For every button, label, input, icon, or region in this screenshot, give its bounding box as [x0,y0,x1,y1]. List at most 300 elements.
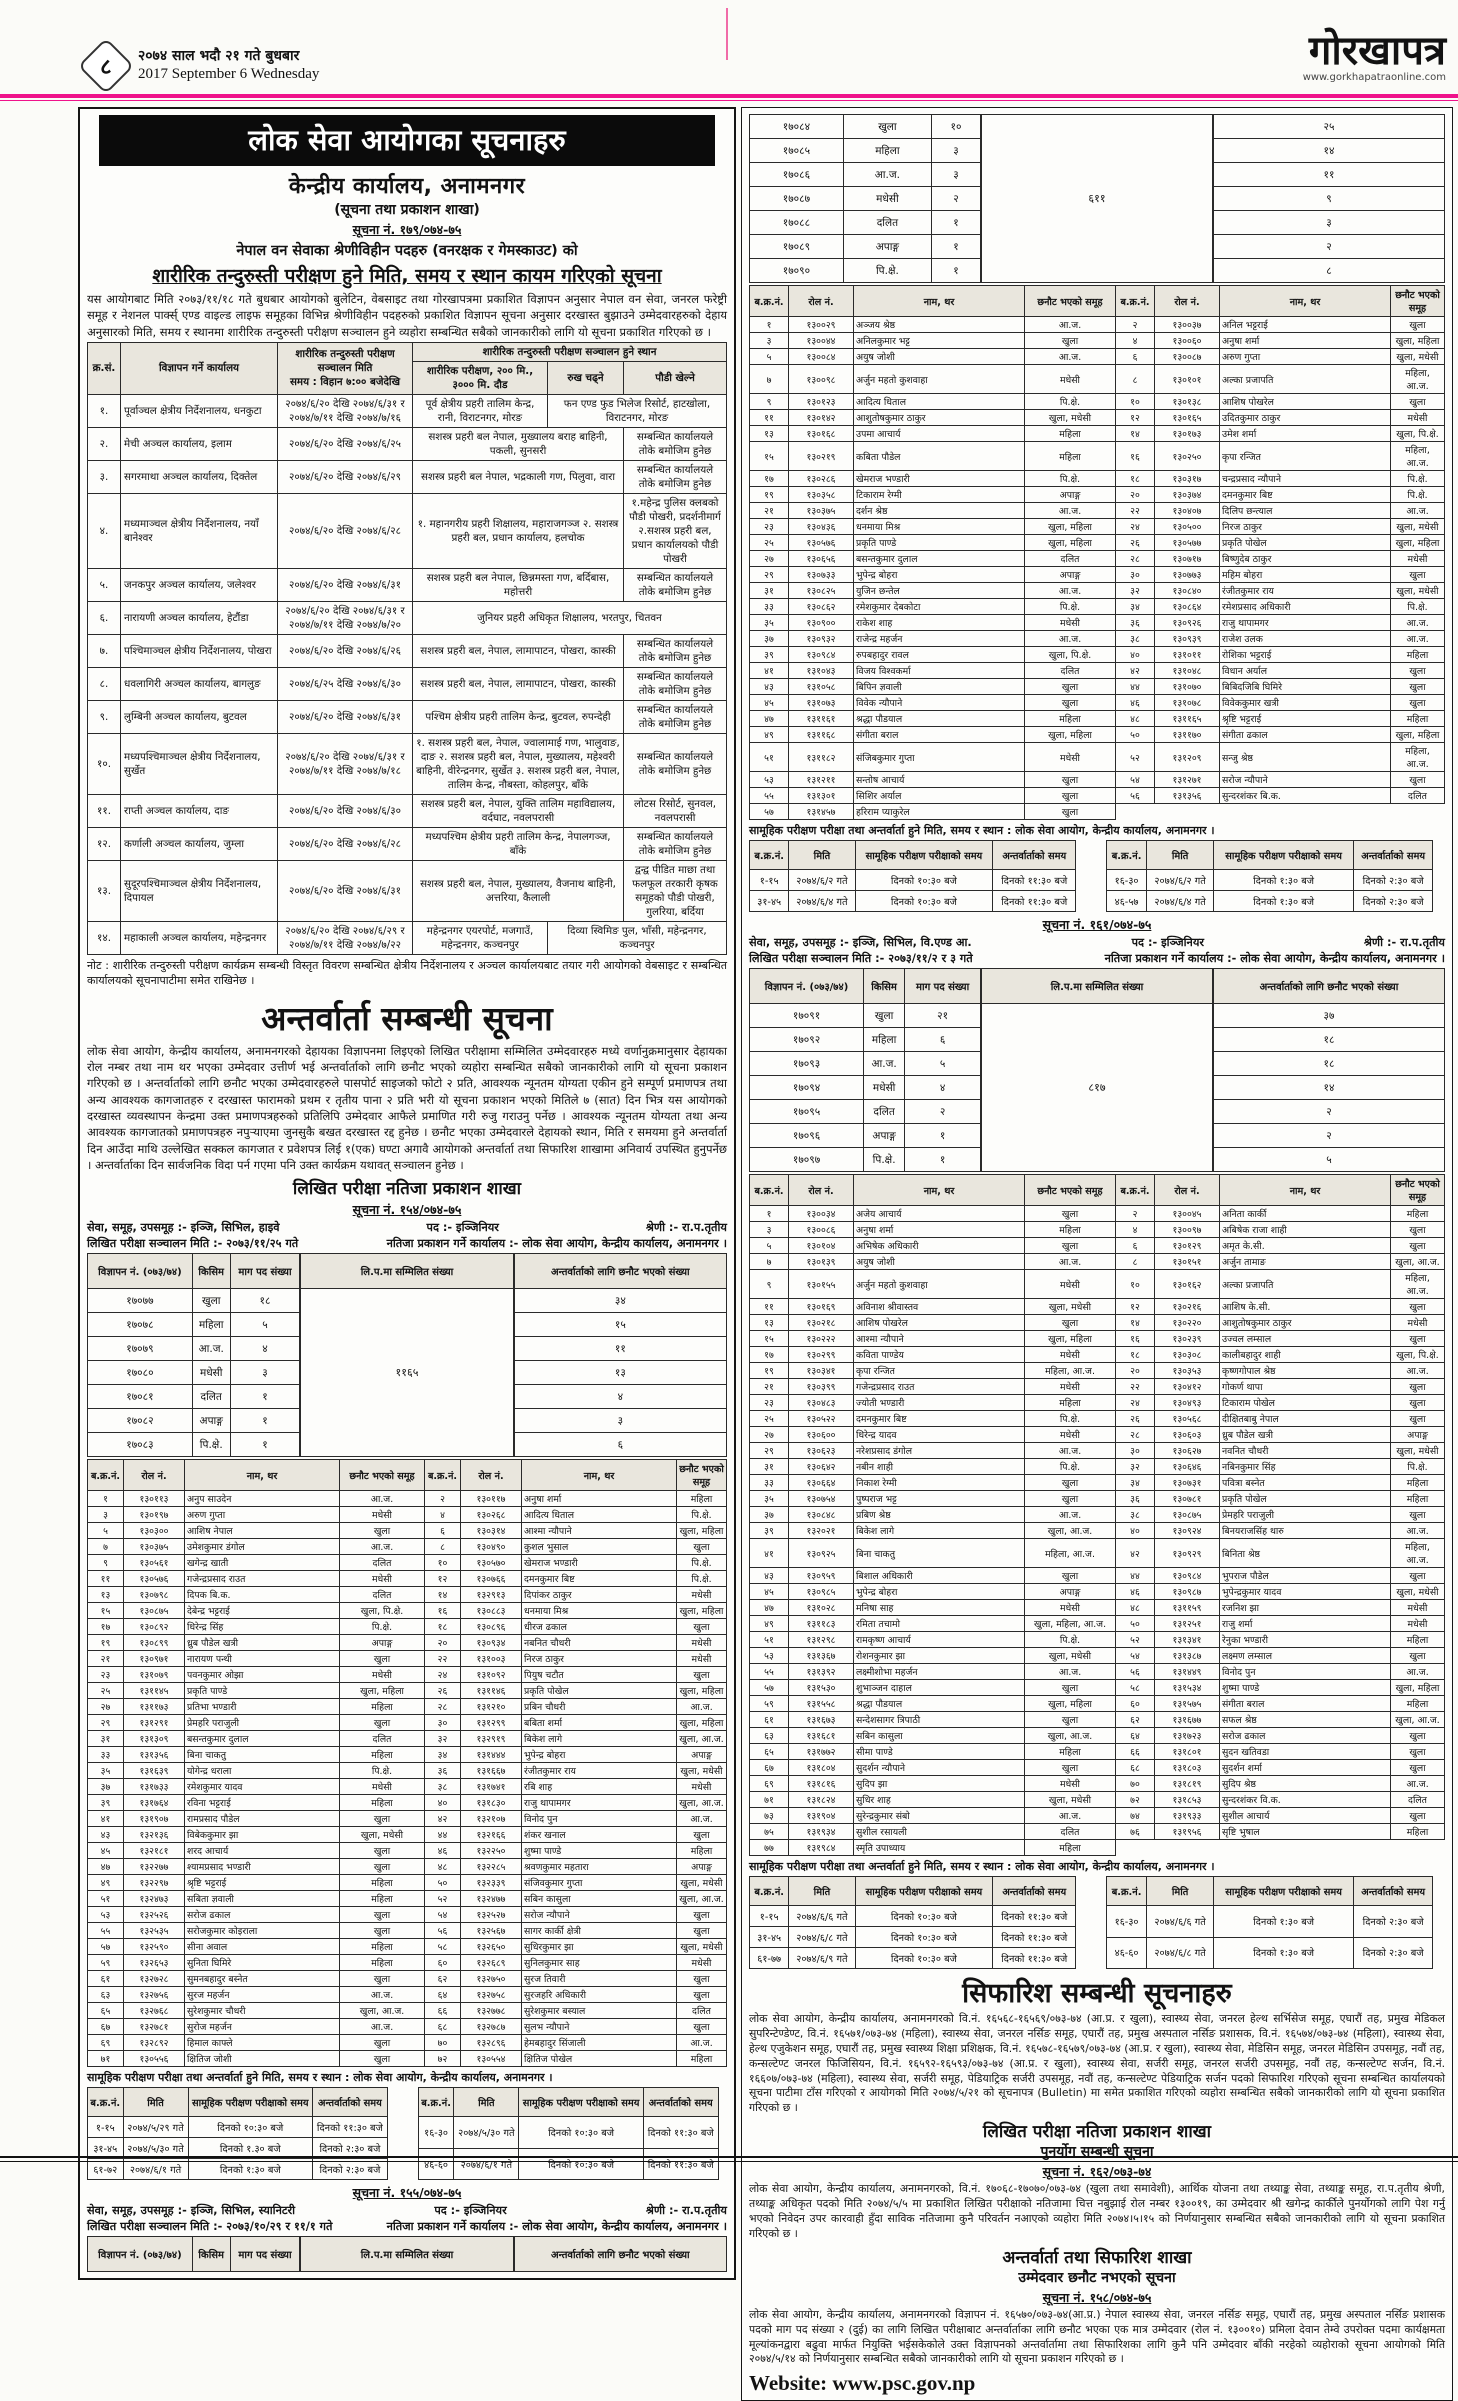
roll: १३००३४ [789,1206,854,1222]
roll: १३१९०४ [789,1808,854,1824]
mag-pad: २ [905,1100,981,1124]
name: रंजीतकुमार राय [1220,583,1391,599]
roll: १३०१३८ [1155,394,1220,410]
roll: १३२१८१ [124,1843,185,1859]
name: कृपा रन्जित [1220,442,1391,471]
serial: ३४ [425,1747,461,1763]
roll: १३१७४१ [461,1779,522,1795]
roll: १३२१६६ [461,1827,522,1843]
serial: १८ [425,1619,461,1635]
serial: ५३ [750,1648,789,1664]
row-place-tree: द्वन्द्व पीडित माछा तथा फलफूल तरकारी कृषक समूहको पौडी पोखरी, गुलरिया, बर्दिया [624,860,727,921]
roll: १३२२८५ [461,1859,522,1875]
h-bn: ब.क्र.नं. [418,2088,454,2117]
group: खुला [677,1667,727,1683]
group-time: दिनको १.३० बजे [188,2138,313,2159]
roll: १३०७५४ [789,1491,854,1507]
group: खुला [1025,695,1116,711]
group: पि.क्षे. [340,1763,425,1779]
serial: ७२ [425,2051,461,2067]
serial: ३४ [1116,599,1155,615]
group-time: दिनको १:३० बजे [1214,870,1354,891]
candidate-row [750,1616,1445,1632]
serial: १७ [750,471,789,487]
serial: ५२ [1116,743,1155,772]
serial: ६१ [88,1971,124,1987]
h-gtime: सामूहिक परीक्षण परीक्षाको समय [855,1877,993,1906]
roll: १३११८२ [789,743,854,772]
serial: ९ [750,1270,789,1299]
roll: १३२६५० [461,1939,522,1955]
h-date: मिति [789,1877,855,1906]
selected-count: १५ [514,1313,726,1337]
roll: १३०७३१ [1155,1475,1220,1491]
group: खुला, आ.ज. [677,1891,727,1907]
group: आ.ज. [1025,583,1116,599]
h-group: छनौट भएको समूह [340,1460,425,1491]
serial: ५९ [750,1696,789,1712]
serial: ३८ [1116,1507,1155,1523]
group: दलित [1391,1792,1445,1808]
name: अजेय आचार्य [854,1206,1025,1222]
summary-row [750,211,981,235]
group: आ.ज. [1025,503,1116,519]
h-name: नाम, थर [1220,286,1391,317]
row-date: २०७४/६/२० देखि २०७४/६/३१ र २०७४/७/११ देखि २०७४/७/१८ [278,733,413,794]
name: विनोद पुन [522,1811,677,1827]
name: सुधिरकुमार झा [522,1939,677,1955]
roll: १३२७६८ [124,2003,185,2019]
name: पुष्पराज भट्ट [854,1491,1025,1507]
sum-h-ad: विज्ञापन नं. (०७३/७४) [750,969,864,1004]
group: महिला, आ.ज. [1391,1270,1445,1299]
row-office: महाकाली अञ्चल कार्यालय, महेन्द्रनगर [121,921,278,954]
physical-test-row [88,460,727,493]
name: बसन्तकुमार दुलाल [185,1731,340,1747]
candidate-row [88,1715,727,1731]
name: नारायण पन्थी [185,1651,340,1667]
notice179-subtitle1: नेपाल वन सेवाका श्रेणीविहीन पदहरु (वनरक्षक र गेमस्काउट) को [236,243,578,259]
roll: १३०२२२ [789,1331,854,1347]
serial: १ [88,1491,124,1507]
roll: १३१८०१ [1155,1744,1220,1760]
name: सफल श्रेष्ठ [1220,1712,1391,1728]
schedule-row [1107,1906,1433,1938]
selected-row [514,1433,726,1457]
name: खेमराज भण्डारी [854,471,1025,487]
serial: ६८ [425,2019,461,2035]
group: खुला [1391,1728,1445,1744]
name: रोशिका भट्टराई [1220,647,1391,663]
name: दीक्षितबाबु नेपाल [1220,1411,1391,1427]
name: सरोज न्यौपाने [1220,772,1391,788]
group: अपाङ्ग [677,1747,727,1763]
selected-row [1214,1028,1445,1052]
serial: ५ [750,349,789,365]
serial: ३ [750,333,789,349]
name: संगीता ढकाल [1220,727,1391,743]
name: सरोज ढकाल [1220,1728,1391,1744]
row-sn: ९. [88,700,121,733]
name: रमेशकुमार देबकोटा [854,599,1025,615]
serial: ११ [750,410,789,426]
group: महिला [1391,1696,1445,1712]
roll: १३१२९१ [124,1715,185,1731]
name: संगीता बराल [854,727,1025,743]
roll: १३१९५६ [1155,1824,1220,1840]
group: मधेसी [1025,1776,1116,1792]
name: संजिबकुमार गुप्ता [854,743,1025,772]
name: ज्योती भण्डारी [854,1395,1025,1411]
psc-website: Website: www.psc.gov.np [749,2371,976,2396]
s161-post: पद :- इञ्जिनियर [1131,936,1205,949]
serial: ५१ [750,1632,789,1648]
name: बसन्तकुमार दुलाल [854,551,1025,567]
roll: १३११७० [1155,727,1220,743]
serial: २९ [88,1715,124,1731]
page-bottom-rule [0,2156,1458,2162]
group: खुला [1391,1331,1445,1347]
row-sn: ७. [88,634,121,667]
recommendation-title: सिफारिश सम्बन्धी सूचनाहरु [962,1978,1232,2009]
serial: ९ [750,394,789,410]
serial: ५ [88,1523,124,1539]
roll: १३०७७३ [1155,567,1220,583]
candidate-row [750,1824,1445,1840]
group: महिला [1025,1395,1116,1411]
name: संगीता बराल [1220,1696,1391,1712]
s155-class: श्रेणी :- रा.प.तृतीय [645,2204,727,2218]
roll: १३०११३ [124,1491,185,1507]
roll: १३००४४ [789,333,854,349]
roll: १३०५७७ [1155,535,1220,551]
roll: १३००२९ [789,317,854,333]
name: पियुष चटौत [522,1667,677,1683]
roll: १३१६७७ [1155,1712,1220,1728]
range: १६-३० [1107,870,1147,891]
s161-notice-no: सूचना नं. १६१/०७४-७५ [1042,917,1152,932]
group: खुला [1025,679,1116,695]
left-column [78,107,736,2280]
roll: १३०१२३ [789,394,854,410]
candidate-row [750,1443,1445,1459]
group: खुला [1025,333,1116,349]
group: महिला, आ.ज. [1025,1539,1116,1568]
roll: १३२८९६ [461,2035,522,2051]
group: खुला, महिला [1025,535,1116,551]
name: अल्का प्रजापति [1220,1270,1391,1299]
row-place-run: १. महानगरीय प्रहरी शिक्षालय, महाराजगञ्ज २. सशस्त्र प्रहरी बल, प्रधान कार्यालय, हलचोक [413,493,624,568]
roll: १३०८४८ [789,1507,854,1523]
s155-summary-header [87,2236,727,2272]
range: १-१५ [750,870,789,891]
serial: ५२ [1116,1632,1155,1648]
selected-row [1214,139,1445,163]
serial: १० [1116,394,1155,410]
group: आ.ज. [677,1811,727,1827]
roll: १३२८९२ [124,2035,185,2051]
physical-test-row [88,921,727,954]
date: २०७४/६/२ गते [1147,870,1214,891]
candidate-row [88,1779,727,1795]
masthead [0,0,1458,94]
kisim: दलित [843,211,931,235]
selected-count: २ [1214,235,1445,259]
interview-time: दिनको ११:३० बजे [993,1948,1076,1969]
roll: १३०७९८ [124,1587,185,1603]
serial: १४ [1116,426,1155,442]
mag-pad: ३ [230,1361,300,1385]
name: विवेककुमार खत्री [1220,695,1391,711]
group: खुला [1391,1507,1445,1523]
h-group: छनौट भएको समूह [1025,1175,1116,1206]
roll: १३०४३६ [789,519,854,535]
selected-count: ३४ [514,1289,726,1313]
roll: १३२२७७ [124,1859,185,1875]
ad-no: १७०८० [88,1361,193,1385]
roll: १३१२०९ [1155,743,1220,772]
candidate-row [750,1363,1445,1379]
s155-service: सेवा, समूह, उपसमूह :- इञ्जि, सिभिल, स्यानिटरी [87,2204,296,2218]
group: अपाङ्ग [340,1635,425,1651]
range: १-१५ [750,1906,789,1927]
name: प्रेमहरि पराजुली [1220,1507,1391,1523]
row-place-tree: लोटस रिसोर्ट, सुनवल, नवलपरासी [624,794,727,827]
row-date: २०७४/६/२० देखि २०७४/६/२९ र २०७४/७/११ देखि २०७४/७/२२ [278,921,413,954]
group: आ.ज. [1025,1664,1116,1680]
name: ध्रुब पौडेल खत्री [185,1635,340,1651]
group: खुला [1391,772,1445,788]
roll: १३०१०४ [789,1238,854,1254]
serial: २७ [88,1699,124,1715]
candidate-row [88,1891,727,1907]
row-sn: ६. [88,601,121,634]
name: सुलभ न्यौपाने [522,2019,677,2035]
name: श्रद्धा पौडयाल [854,1696,1025,1712]
physical-test-row [88,860,727,921]
roll: १३०९८४ [789,647,854,663]
roll: १३०७३३ [789,567,854,583]
s154-class: श्रेणी :- रा.प.तृतीय [645,1221,727,1235]
group: खुला, मधेसी [1025,1792,1116,1808]
row-office: पश्चिमाञ्चल क्षेत्रीय निर्देशनालय, पोखरा [121,634,278,667]
roll: १३११४५ [124,1683,185,1699]
name: अनिता कार्की [1220,1206,1391,1222]
sum-h-kisim: किसिम [864,969,905,1004]
sum-h-sel: अन्तर्वार्ताको लागि छनौट भएको संख्या [1214,969,1445,1004]
serial: १६ [1116,442,1155,471]
row-place-run: सशस्त्र प्रहरी बल नेपाल, मुख्यालय बराह बाहिनी, पकली, सुनसरी [413,427,624,460]
roll: १३००९७ [1155,1222,1220,1238]
kisim: पि.क्षे. [864,1148,905,1172]
serial: ६७ [750,1760,789,1776]
serial: १ [750,317,789,333]
name: अमृत के.सी. [1220,1238,1391,1254]
group: दलित [340,1587,425,1603]
group: दलित [340,1731,425,1747]
candidate-row [750,1696,1445,1712]
roll: १३०१४२ [789,410,854,426]
group: महिला, आ.ज. [1391,1539,1445,1568]
group: मधेसी [1391,551,1445,567]
roll: १३१०५८ [789,679,854,695]
selected-count: ३ [1214,211,1445,235]
group: पि.क्षे. [340,1619,425,1635]
group: खुला, आ.ज. [677,1795,727,1811]
candidate-row [750,1760,1445,1776]
row-place-tree: सम्बन्धित कार्यालयले तोके बमोजिम हुनेछ [624,460,727,493]
h-gtime: सामूहिक परीक्षण परीक्षाको समय [855,841,993,870]
candidate-row [88,1667,727,1683]
group: मधेसी [677,1587,727,1603]
h-roll: रोल नं. [789,286,854,317]
row-sn: ४. [88,493,121,568]
name: बिबिदजिबि घिमिरे [1220,679,1391,695]
group: खुला [1391,567,1445,583]
selected-count: १४ [1214,1076,1445,1100]
roll: १३२१३६ [124,1827,185,1843]
total-appeared: ६११ [982,115,1213,283]
roll: १३१७६४ [124,1795,185,1811]
name: प्रबिण श्रेष्ठ [854,1507,1025,1523]
group: खुला [1025,1206,1116,1222]
name: शुष्मा पाण्डे [522,1843,677,1859]
name: सबिन कासुला [522,1891,677,1907]
rejog-title: पुनर्योग सम्बन्धी सूचना [1040,2144,1154,2161]
name: मनिषा साह [854,1600,1025,1616]
name: उज्वल लम्साल [1220,1331,1391,1347]
roll: १३०१३९ [789,1254,854,1270]
serial: ११ [88,1571,124,1587]
serial: ५० [425,1875,461,1891]
roll: १३०९२९ [1155,1539,1220,1568]
serial: ४८ [425,1859,461,1875]
candidate-row [88,1763,727,1779]
roll: १३००८६ [789,1222,854,1238]
interview-notice-body: लोक सेवा आयोग, केन्द्रीय कार्यालय, अनामनगरको देहायका विज्ञापनमा लिइएको लिखित परीक्षामा सम्मिलित उम्मेदवारहरु मध्ये वर्णानुक्रमानुसार देहायका रोल नम्बर तथा नाम थर भएका उम्मेदवार उत्तीर्ण भई अन्तर्वार्ताको लागि छनौट भएको व्यहोरा सम्बन्धित सबैको जानकारीको लागि यो सूचना प्रकाशन गरिएको छ । अन्तर्वार्ताको लागि छनौट भएका उम्मेदवारहरुले पासपोर्ट साइजको फोटो २ प्रति, आवश्यक न्यूनतम योग्यता एकीन हुने सम्पूर्ण प्रमाणपत्र तथा अन्य आवश्यक कागजातहरु र दरखास्त फारामको प्रथम र तृतीय पाना २ प्रति भरी यो सूचना प्रकाशन भएको मितिले ७ (सात) दिन भित्र यस आयोगको दरखास्त व्यवस्थापन केन्द्रमा उक्त प्रमाणपत्रहरुको प्रतिलिपि उम्मेदवार आफैले प्रमाणित गरी रुजु गराउनु पर्नेछ । आवश्यक न्यूनतम योग्यता तथा अन्य आवश्यक कागजातको प्रमाणपत्रहरु नपुऱ्याएमा जुनसुकै बखत दरखास्त रद्द हुनेछ । छनौट भएका उम्मेदवारले देहायको स्थान, मिति र समयमा हुने अन्तर्वार्ता दिन आउँदा माथि उल्लेखित सक्कल कागजात र प्रवेशपत्र लिई १(एक) घण्टा अगावै आयोगको अन्तर्वार्ता तथा सिफारिश शाखामा अनिवार्य उपस्थित हुनुपर्नेछ । अन्तर्वार्ताका दिन सार्वजनिक विदा पर्न गएमा पनि उक्त कार्यक्रम यथावत् सञ्चालन हुनेछ । [87,1043,727,1173]
date: २०७४/५/३० गते [454,2117,519,2149]
serial: ३६ [1116,1491,1155,1507]
group: खुला, आ.ज. [1391,1254,1445,1270]
group: महिला [1391,1632,1445,1648]
name: बिनिता श्रेष्ठ [1220,1539,1391,1568]
selected-row [514,1385,726,1409]
candidate-row [750,1222,1445,1238]
group: महिला [340,1699,425,1715]
candidate-row [750,1395,1445,1411]
roll: १३१३९२ [789,1664,854,1680]
kisim: महिला [192,1313,230,1337]
date: २०७४/६/१ गते [123,2159,188,2180]
serial: ४६ [1116,695,1155,711]
serial: ६० [1116,1696,1155,1712]
roll: १३०१२९ [1155,1238,1220,1254]
name: श्रवणकुमार महतारा [522,1859,677,1875]
group: आ.ज. [1025,1507,1116,1523]
name: भुपेन्द्र बोहरा [854,567,1025,583]
candidate-row [88,1859,727,1875]
roll: १३००३७ [1155,317,1220,333]
summary-row [750,163,981,187]
roll: १३०३१४ [461,1523,522,1539]
candidate-row [88,1683,727,1699]
roll: १३१२११ [789,772,854,788]
serial: ६ [1116,349,1155,365]
serial: २३ [750,1395,789,1411]
name: आशुतोषकुमार ठाकुर [1220,1315,1391,1331]
sum-h-ad: विज्ञापन नं. (०७३/७४) [88,2237,193,2272]
group: मधेसी [677,1635,727,1651]
group: खुला [1391,1744,1445,1760]
group: खुला [1391,1808,1445,1824]
selected-count: २ [1214,1124,1445,1148]
group: खुला [1391,1648,1445,1664]
range: ६१-७७ [750,1948,789,1969]
serial: २९ [750,1443,789,1459]
group-time: दिनको १:३० बजे [1214,1937,1354,1969]
group: खुला, मधेसी [677,1763,727,1779]
col-tree: रुख चढ्ने [548,361,624,394]
name: राजेन्द्र महर्जन [854,631,1025,647]
group: खुला, महिला, आ.ज. [1025,1616,1116,1632]
group: महिला, आ.ज. [1025,1363,1116,1379]
roll: १३०९५९ [789,1568,854,1584]
kisim: खुला [843,115,931,139]
s161-sched-note: सामूहिक परीक्षण परीक्षा तथा अन्तर्वार्ता हुने मिति, समय र स्थान : लोक सेवा आयोग, केन्द्रीय कार्यालय, अनामनगर । [749,1860,1215,1873]
candidate-row [750,1270,1445,1299]
serial: २५ [750,535,789,551]
name: ध्रुब पौडेल खत्री [1220,1427,1391,1443]
name: सरोजकुमार कोइराला [185,1923,340,1939]
serial: ५१ [88,1891,124,1907]
psc-notices-banner: लोक सेवा आयोगका सूचनाहरु [99,115,715,166]
summary-row [88,1433,300,1457]
serial: ३३ [88,1747,124,1763]
summary-row [88,1337,300,1361]
kisim: अपाङ्ग [864,1124,905,1148]
selected-count: १३ [514,1361,726,1385]
serial: ४८ [1116,711,1155,727]
candidate-row [750,1347,1445,1363]
serial: १८ [1116,1347,1155,1363]
name: शरद आचार्य [185,1843,340,1859]
serial: २६ [425,1683,461,1699]
serial: ३६ [1116,615,1155,631]
roll: १३०७६६ [461,1571,522,1587]
serial: ६५ [750,1744,789,1760]
roll: १३०६२३ [789,1443,854,1459]
row-place-tree: सम्बन्धित कार्यालयले तोके बमोजिम हुनेछ [624,827,727,860]
group: आ.ज. [1025,1443,1116,1459]
roll: १३००४५ [1155,1206,1220,1222]
roll: १३०८९२ [124,1619,185,1635]
roll: १३०४१२ [1155,1379,1220,1395]
ad-no: १७०९२ [750,1028,864,1052]
name: सुरेन्द्रकुमार संबो [854,1808,1025,1824]
candidate-row [750,615,1445,631]
group: मधेसी [1025,1270,1116,1299]
name: महिम बोहरा [1220,567,1391,583]
candidate-row [750,788,1445,804]
group: खुला [1391,1411,1445,1427]
name: सबिन कासुला [854,1728,1025,1744]
ad-no: १७०८७ [750,187,844,211]
serial: ३३ [750,1475,789,1491]
serial: ६९ [88,2035,124,2051]
group: खुला [340,1843,425,1859]
roll: १३०१६९ [789,1299,854,1315]
candidate-row [750,519,1445,535]
